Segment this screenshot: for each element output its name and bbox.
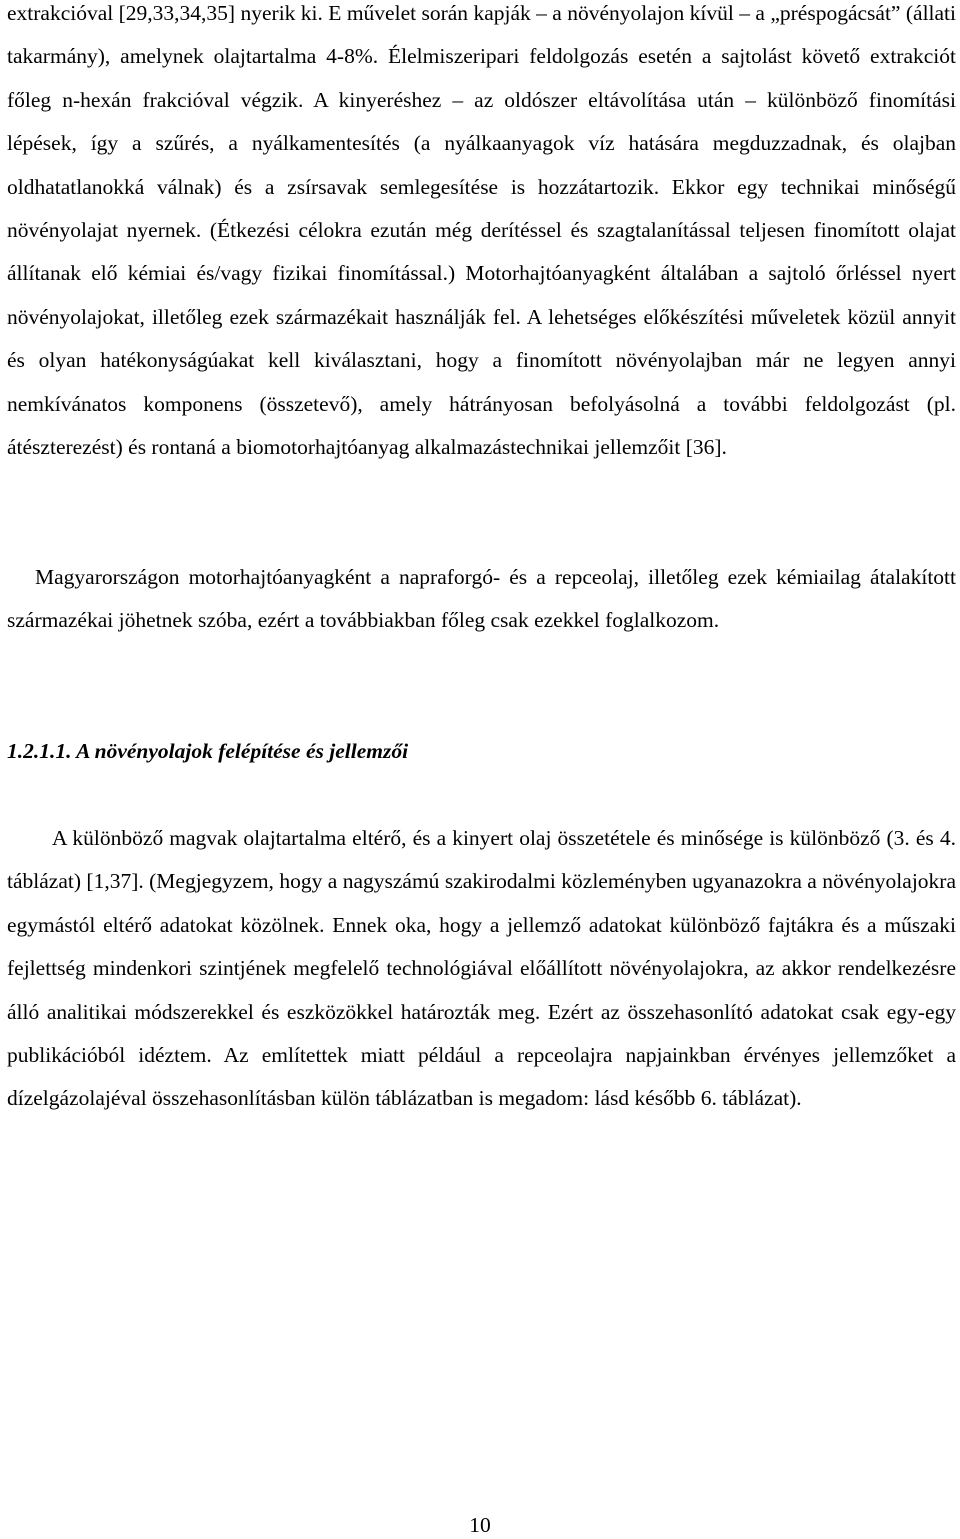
page-number: 10 xyxy=(469,1513,491,1537)
paragraph-oil-composition: A különböző magvak olajtartalma eltérő, és a kinyert olaj összetétele és minősége is különböző (3. és 4. táblázat) [1,37]. (Megjegyzem, hogy a nagyszámú szakirodalmi közleményben ugyanazokra a növényolajokra egymástól eltérő adatokat közölnek. Ennek oka, hogy a jellemző adatokat különböző fajtákra és a műszaki fejlettség mindenkori szintjének megfelelő technológiával előállított növényolajokra, az akkor rendelkezésre álló analitikai módszerekkel és eszközökkel határozták meg. Ezért az összehasonlító adatokat csak egy-egy publikációból idéztem. Az említettek miatt például a repceolajra napjainkban érvényes jellemzőket a dízelgázolajéval összehasonlításban külön táblázatban is megadom: lásd később 6. táblázat). xyxy=(7,826,956,1111)
section-heading: 1.2.1.1. A növényolajok felépítése és jellemzői xyxy=(7,739,409,763)
paragraph-hungary: Magyarországon motorhajtóanyagként a napraforgó- és a repceolaj, illetőleg ezek kémiailag átalakított származékai jöhetnek szóba, ezért a továbbiakban főleg csak ezekkel foglalkozom. xyxy=(7,565,956,633)
paragraph-extraction: extrakcióval [29,33,34,35] nyerik ki. E művelet során kapják – a növényolajon kívül – a „préspogácsát” (állati takarmány), amelynek olajtartalma 4-8%. Élelmiszeripari feldolgozás esetén a sajtolást követő extrakciót főleg n-hexán frakcióval végzik. A kinyeréshez – az oldószer eltávolítása után – különböző finomítási lépések, így a szűrés, a nyálkamentesítés (a nyálkaanyagok víz hatására megduzzadnak, és olajban oldhatatlanokká válnak) és a zsírsavak semlegesítése is hozzátartozik. Ekkor egy technikai minőségű növényolajat nyernek. (Étkezési célokra ezután még derítéssel és szagtalanítással teljesen finomított olajat állítanak elő kémiai és/vagy fizikai finomítással.) Motorhajtóanyagként általában a sajtoló őrléssel nyert növényolajokat, illetőleg ezek származékait használják fel. A lehetséges előkészítési műveletek közül annyit és olyan hatékonyságúakat kell kiválasztani, hogy a finomított növényolajban már ne legyen annyi nemkívánatos komponens (összetevő), amely hátrányosan befolyásolná a további feldolgozást (pl. átészterezést) és rontaná a biomotorhajtóanyag alkalmazástechnikai jellemzőit [36]. xyxy=(7,1,956,460)
text-block-extraction xyxy=(7,0,956,469)
text-block-hungary xyxy=(7,556,956,643)
text-block-oil-composition xyxy=(7,817,956,1121)
